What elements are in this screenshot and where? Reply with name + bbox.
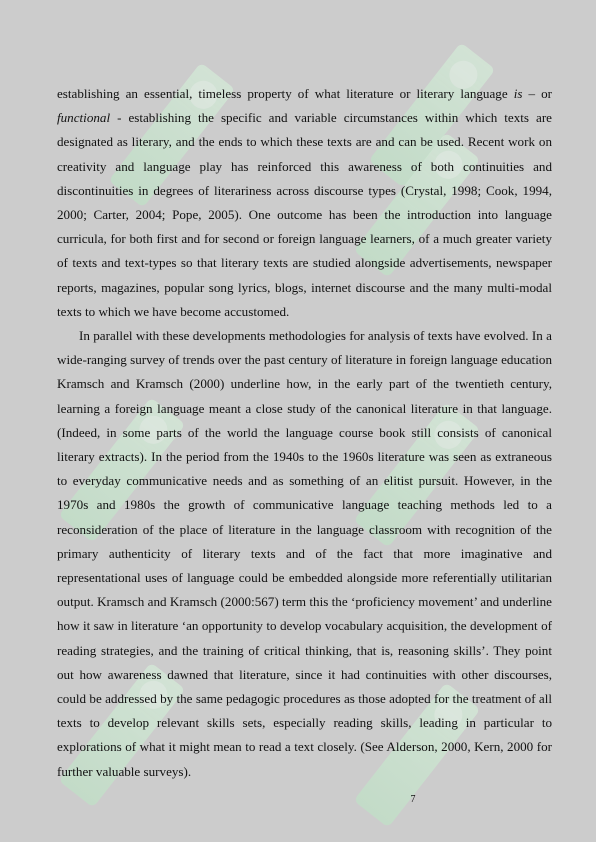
paragraph-1-text-a: establishing an essential, timeless property of what literature or literary language	[57, 86, 514, 101]
paragraph-1-text-b: – or	[522, 86, 552, 101]
paragraph-1-text-c: - establishing the specific and variable circumstances within which texts are designated as literary, and the ends to which these texts are and can be used. Recent work on creativity and language play has reinforced this awareness of both continuities and discontinuities in degrees of literariness across discourse types (Crystal, 1998; Cook, 1994, 2000; Carter, 2004; Pope, 2005). One outcome has been the introduction into language curricula, for both first and for second or foreign language learners, of a much greater variety of texts and text-types so that literary texts are studied alongside advertisements, newspaper reports, magazines, popular song lyrics, blogs, internet discourse and the many multi-modal texts to which we have become accustomed.	[57, 110, 552, 319]
paragraph-1	[57, 82, 552, 324]
paragraph-1-italic-functional: functional	[57, 110, 111, 126]
body-text	[57, 82, 552, 784]
paragraph-1-italic-is: is	[513, 86, 523, 101]
page-number: 7	[410, 794, 416, 805]
paragraph-2: In parallel with these developments methodologies for analysis of texts have evolved. In a wide-ranging survey of trends over the past century of literature in foreign language education Kramsch and Kramsch (2000) underline how, in the early part of the twentieth century, learning a foreign language meant a close study of the canonical literature in that language. (Indeed, in some parts of the world the language course book still consists of canonical literary extracts). In the period from the 1940s to the 1960s literature was seen as extraneous to everyday communicative needs and as something of an elitist pursuit. However, in the 1970s and 1980s the growth of communicative language teaching methods led to a reconsideration of the place of literature in the language classroom with recognition of the primary authenticity of literary texts and of the fact that more imaginative and representational uses of language could be embedded alongside more referentially utilitarian output. Kramsch and Kramsch (2000:567) term this the ‘proficiency movement’ and underline how it saw in literature ‘an opportunity to develop vocabulary acquisition, the development of reading strategies, and the training of critical thinking, that is, reasoning skills’. They point out how awareness dawned that literature, since it had continuities with other discourses, could be addressed by the same pedagogic procedures as those adopted for the treatment of all texts to develop relevant skills sets, especially reading skills, leading in particular to explorations of what it might mean to read a text closely. (See Alderson, 2000, Kern, 2000 for further valuable surveys).	[57, 328, 552, 779]
